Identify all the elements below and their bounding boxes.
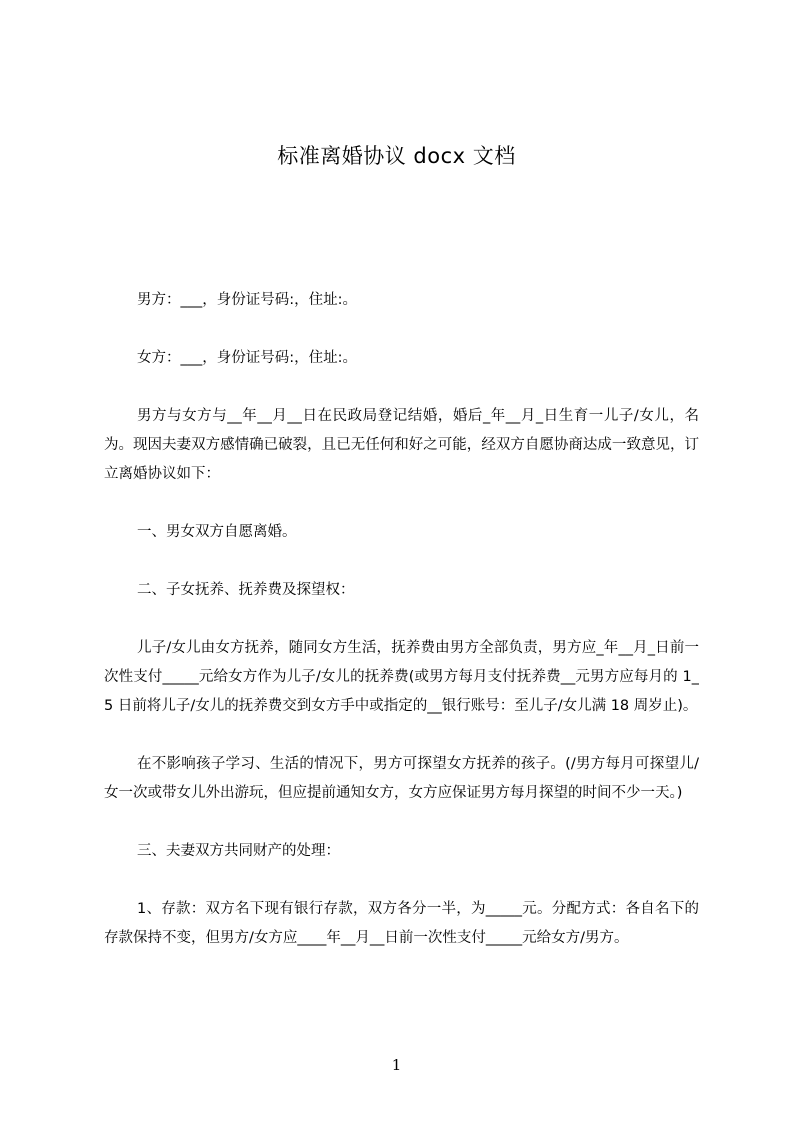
paragraph-marriage-background: 男方与女方与__年__月__日在民政局登记结婚，婚后_年__月_日生育一儿子/女儿，名为。现因夫妻双方感情确已破裂，且已无任何和好之可能，经双方自愿协商达成一致意见，订立离婚协议如下： bbox=[104, 408, 699, 482]
paragraph-deposit-division: 1、存款：双方名下现有银行存款，双方各分一半，为_____元。分配方式：各自名下的存款保持不变，但男方/女方应____年__月__日前一次性支付_____元给女方/男方。 bbox=[104, 901, 699, 946]
paragraph-clause-3-heading: 三、夫妻双方共同财产的处理： bbox=[137, 843, 340, 859]
paragraph-clause-1: 一、男女双方自愿离婚。 bbox=[137, 524, 297, 540]
paragraph-clause-2-heading: 二、子女抚养、抚养费及探望权： bbox=[137, 582, 355, 598]
document-title: 标准离婚协议 docx 文档 bbox=[277, 144, 516, 168]
paragraph-husband-info: 男方：___，身份证号码:，住址:。 bbox=[137, 292, 358, 308]
page-number: 1 bbox=[391, 1056, 402, 1074]
paragraph-wife-info: 女方：___，身份证号码:，住址:。 bbox=[137, 350, 358, 366]
paragraph-child-support: 儿子/女儿由女方抚养，随同女方生活，抚养费由男方全部负责，男方应_年__月_日前一次性支付_____元给女方作为儿子/女儿的抚养费(或男方每月支付抚养费__元男方应每月的 1_5 日前将儿子/女儿的抚养费交到女方手中或指定的__银行账号：至儿子/女儿满 18 周岁止)。 bbox=[104, 640, 699, 714]
document-body bbox=[104, 286, 699, 982]
paragraph-visitation: 在不影响孩子学习、生活的情况下，男方可探望女方抚养的孩子。(/男方每月可探望儿/女一次或带女儿外出游玩，但应提前通知女方，女方应保证男方每月探望的时间不少一天。) bbox=[104, 756, 699, 801]
